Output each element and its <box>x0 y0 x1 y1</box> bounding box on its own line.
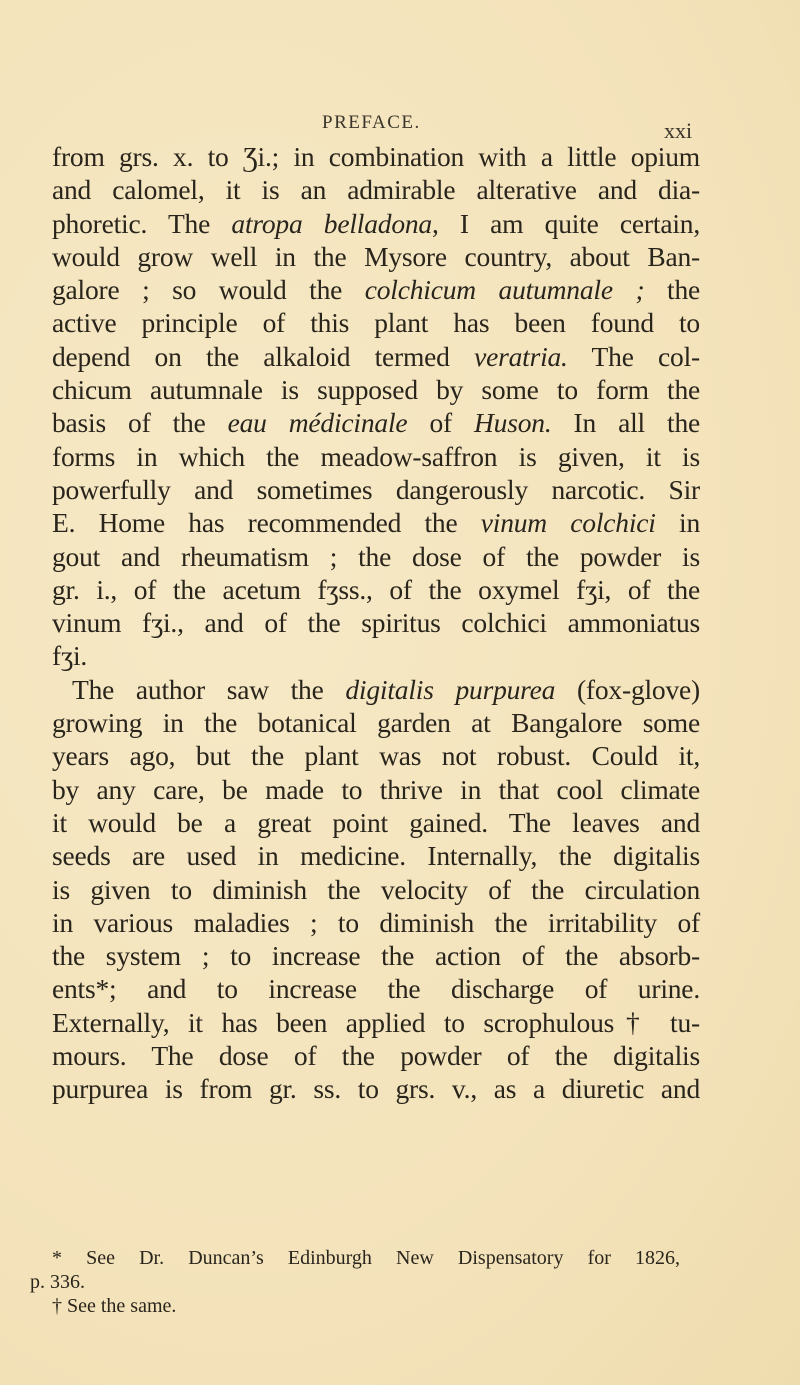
text-line: forms in which the meadow-saffron is given, it is <box>52 440 700 472</box>
text-line: by any care, be made to thrive in that cool climate <box>52 773 700 805</box>
text-run: depend on the alkaloid termed <box>52 340 475 372</box>
text-line: is given to diminish the velocity of the circulation <box>52 873 700 905</box>
text-run: The col- <box>567 340 700 372</box>
text-line: chicum autumnale is supposed by some to form the <box>52 374 700 406</box>
text-line: it would be a great point gained. The leaves and <box>52 806 700 838</box>
text-line <box>52 273 700 306</box>
text-run: the <box>644 274 701 306</box>
text-line: and calomel, it is an admirable alterative and dia- <box>52 174 700 206</box>
italic-term: Huson. <box>474 407 552 439</box>
footnote-1: * See Dr. Duncan’s Edinburgh New Dispensatory for 1826, <box>52 1247 680 1269</box>
text-line <box>52 207 700 240</box>
text-run: in <box>655 507 701 539</box>
running-head <box>0 106 800 143</box>
text-line: fʒi. <box>52 640 88 672</box>
text-line: ents*; and to increase the discharge of urine. <box>52 973 700 1005</box>
footnotes <box>30 1246 680 1318</box>
text-line <box>52 506 700 539</box>
text-line: years ago, but the plant was not robust. Could it, <box>52 740 700 772</box>
italic-term: veratria. <box>474 340 568 372</box>
text-run: In all the <box>551 407 701 439</box>
text-line: active principle of this plant has been found to <box>52 307 700 339</box>
text-line <box>52 406 700 439</box>
text-line: growing in the botanical garden at Bangalore some <box>52 707 700 739</box>
italic-term: eau médicinale <box>227 407 408 439</box>
text-line: vinum fʒi., and of the spiritus colchici ammoniatus <box>52 607 700 639</box>
italic-term: digitalis purpurea <box>345 673 556 705</box>
text-run: The author saw the <box>72 673 346 705</box>
text-line: would grow well in the Mysore country, about Ban- <box>52 240 700 272</box>
text-line: from grs. x. to Ʒi.; in combination with a little opium <box>52 141 700 172</box>
text-line: Externally, it has been applied to scrophulous† tu- <box>52 1006 700 1038</box>
text-run: basis of the <box>52 407 228 439</box>
text-line: powerfully and sometimes dangerously narcotic. Sir <box>52 473 700 505</box>
text-run: galore ; so would the <box>52 274 365 306</box>
text-run: of <box>407 407 475 439</box>
text-line <box>52 340 700 373</box>
italic-term: colchicum autumnale ; <box>364 274 645 306</box>
text-run: E. Home has recommended the <box>52 507 481 539</box>
footnote-1-continuation: p. 336. <box>30 1271 85 1293</box>
body-text <box>52 140 700 1106</box>
page-number: xxi <box>664 118 693 143</box>
text-line: purpurea is from gr. ss. to grs. v., as a diuretic and <box>52 1073 700 1105</box>
paragraph-start-line <box>52 673 700 706</box>
text-run: (fox-glove) <box>555 673 700 705</box>
italic-term: vinum colchici <box>480 507 656 539</box>
footnote-2: † See the same. <box>52 1295 177 1317</box>
text-line: mours. The dose of the powder of the digitalis <box>52 1040 700 1072</box>
text-run: phoretic. The <box>52 207 232 239</box>
italic-term: atropa belladona <box>231 207 432 239</box>
running-title: PREFACE. <box>322 112 421 133</box>
text-line: seeds are used in medicine. Internally, the digitalis <box>52 840 700 872</box>
text-line: gr. i., of the acetum fʒss., of the oxymel fʒi, of the <box>52 573 700 605</box>
text-line: in various maladies ; to diminish the irritability of <box>52 906 700 938</box>
text-line: the system ; to increase the action of the absorb- <box>52 940 700 972</box>
text-run: , I am quite certain, <box>431 207 700 239</box>
text-line: gout and rheumatism ; the dose of the powder is <box>52 540 700 572</box>
